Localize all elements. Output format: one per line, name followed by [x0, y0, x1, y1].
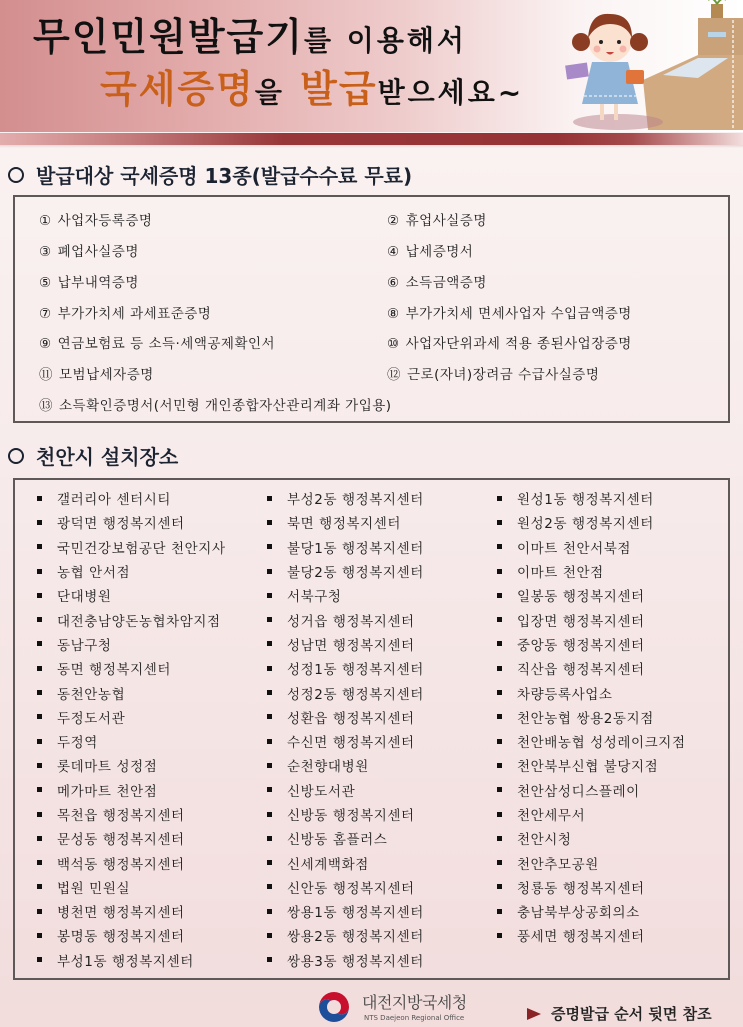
square-bullet-icon	[37, 569, 42, 574]
square-bullet-icon	[267, 641, 272, 646]
square-bullet-icon	[37, 933, 42, 938]
banner-line1-rest: 를 이용해서	[303, 24, 467, 57]
location-item: 신세계백화점	[267, 850, 424, 874]
location-item: 천안삼성디스플레이	[497, 778, 686, 802]
square-bullet-icon	[267, 690, 272, 695]
square-bullet-icon	[37, 496, 42, 501]
location-item: 성남면 행정복지센터	[267, 632, 424, 656]
triangle-arrow-icon	[527, 1008, 541, 1020]
location-item: 차량등록사업소	[497, 680, 686, 704]
location-item: 입장면 행정복지센터	[497, 607, 686, 631]
square-bullet-icon	[267, 763, 272, 768]
location-item: 두정역	[37, 729, 226, 753]
square-bullet-icon	[497, 933, 502, 938]
square-bullet-icon	[37, 787, 42, 792]
location-item: 국민건강보험공단 천안지사	[37, 535, 226, 559]
square-bullet-icon	[267, 860, 272, 865]
location-item: 순천향대병원	[267, 753, 424, 777]
square-bullet-icon	[267, 787, 272, 792]
square-bullet-icon	[37, 884, 42, 889]
location-item: 성정2동 행정복지센터	[267, 680, 424, 704]
square-bullet-icon	[37, 836, 42, 841]
location-item: 병천면 행정복지센터	[37, 899, 226, 923]
square-bullet-icon	[267, 714, 272, 719]
square-bullet-icon	[267, 739, 272, 744]
location-item: 동면 행정복지센터	[37, 656, 226, 680]
square-bullet-icon	[267, 496, 272, 501]
square-bullet-icon	[497, 544, 502, 549]
square-bullet-icon	[497, 690, 502, 695]
footer-org-name: 대전지방국세청	[362, 993, 467, 1012]
location-item: 북면 행정복지센터	[267, 510, 424, 534]
square-bullet-icon	[37, 593, 42, 598]
banner-particle: 을	[254, 76, 285, 109]
square-bullet-icon	[497, 739, 502, 744]
banner-kiosk-text: 무인민원발급기	[33, 15, 304, 59]
square-bullet-icon	[267, 836, 272, 841]
location-item: 쌍용2동 행정복지센터	[267, 923, 424, 947]
certificate-item: ⑥ 소득금액증명	[387, 275, 487, 291]
circle-bullet-icon	[8, 448, 24, 464]
square-bullet-icon	[37, 860, 42, 865]
location-item: 성환읍 행정복지센터	[267, 705, 424, 729]
square-bullet-icon	[267, 593, 272, 598]
square-bullet-icon	[37, 666, 42, 671]
banner-accent-issue: 발급	[300, 67, 378, 111]
square-bullet-icon	[37, 739, 42, 744]
square-bullet-icon	[267, 812, 272, 817]
header-divider-shadow	[0, 145, 743, 148]
location-item: 광덕면 행정복지센터	[37, 510, 226, 534]
location-item: 봉명동 행정복지센터	[37, 923, 226, 947]
locations-column-3	[497, 486, 686, 948]
locations-column-1	[37, 486, 226, 972]
location-item: 동천안농협	[37, 680, 226, 704]
location-item: 대전충남양돈농협차암지점	[37, 607, 226, 631]
location-item: 충남북부상공회의소	[497, 899, 686, 923]
location-item: 동남구청	[37, 632, 226, 656]
square-bullet-icon	[497, 909, 502, 914]
location-item: 신방동 홈플러스	[267, 826, 424, 850]
location-item: 신방도서관	[267, 778, 424, 802]
location-item: 천안시청	[497, 826, 686, 850]
square-bullet-icon	[37, 909, 42, 914]
location-item: 쌍용3동 행정복지센터	[267, 948, 424, 972]
certificates-heading	[8, 160, 412, 189]
location-item: 법원 민원실	[37, 875, 226, 899]
certificate-item: ③ 폐업사실증명	[39, 244, 139, 260]
square-bullet-icon	[497, 787, 502, 792]
square-bullet-icon	[497, 593, 502, 598]
location-item: 이마트 천안서북점	[497, 535, 686, 559]
location-item: 일봉동 행정복지센터	[497, 583, 686, 607]
location-item: 갤러리아 센터시티	[37, 486, 226, 510]
locations-column-2	[267, 486, 424, 972]
girl-at-kiosk-illustration	[548, 0, 743, 132]
certificate-item: ⑤ 납부내역증명	[39, 275, 139, 291]
location-item: 농협 안서점	[37, 559, 226, 583]
square-bullet-icon	[37, 714, 42, 719]
square-bullet-icon	[37, 641, 42, 646]
location-item: 두정도서관	[37, 705, 226, 729]
certificate-item: ④ 납세증명서	[387, 244, 474, 260]
square-bullet-icon	[497, 763, 502, 768]
locations-box	[13, 478, 730, 980]
footer-org-name-en: NTS Daejeon Regional Office	[364, 1014, 465, 1022]
location-item: 천안세무서	[497, 802, 686, 826]
location-item: 목천읍 행정복지센터	[37, 802, 226, 826]
certificate-item: ② 휴업사실증명	[387, 213, 487, 229]
square-bullet-icon	[267, 666, 272, 671]
certificates-heading-text: 발급대상 국세증명 13종(발급수수료 무료)	[36, 164, 413, 188]
location-item: 롯데마트 성정점	[37, 753, 226, 777]
square-bullet-icon	[37, 617, 42, 622]
square-bullet-icon	[37, 520, 42, 525]
location-item: 천안추모공원	[497, 850, 686, 874]
square-bullet-icon	[267, 933, 272, 938]
location-item: 서북구청	[267, 583, 424, 607]
location-item: 이마트 천안점	[497, 559, 686, 583]
location-item: 수신면 행정복지센터	[267, 729, 424, 753]
square-bullet-icon	[267, 520, 272, 525]
location-item: 쌍용1동 행정복지센터	[267, 899, 424, 923]
square-bullet-icon	[37, 812, 42, 817]
location-item: 풍세면 행정복지센터	[497, 923, 686, 947]
square-bullet-icon	[497, 641, 502, 646]
location-item: 단대병원	[37, 583, 226, 607]
location-item: 신안동 행정복지센터	[267, 875, 424, 899]
location-item: 성정1동 행정복지센터	[267, 656, 424, 680]
location-item: 직산읍 행정복지센터	[497, 656, 686, 680]
square-bullet-icon	[497, 812, 502, 817]
location-item: 천안배농협 성성레이크지점	[497, 729, 686, 753]
square-bullet-icon	[37, 544, 42, 549]
footer-note-text: 증명발급 순서 뒷면 참조	[551, 1005, 712, 1023]
certificate-item: ⑫ 근로(자녀)장려금 수급사실증명	[387, 367, 600, 383]
location-item: 신방동 행정복지센터	[267, 802, 424, 826]
square-bullet-icon	[267, 569, 272, 574]
square-bullet-icon	[497, 496, 502, 501]
locations-heading-text: 천안시 설치장소	[36, 445, 179, 469]
square-bullet-icon	[497, 617, 502, 622]
footer-note	[527, 1003, 712, 1024]
square-bullet-icon	[497, 714, 502, 719]
certificates-box	[13, 195, 730, 423]
banner-title-line1	[33, 6, 467, 61]
square-bullet-icon	[497, 884, 502, 889]
square-bullet-icon	[267, 617, 272, 622]
certificate-item: ① 사업자등록증명	[39, 213, 153, 229]
circle-bullet-icon	[8, 167, 24, 183]
square-bullet-icon	[267, 909, 272, 914]
certificate-item: ⑧ 부가가치세 면세사업자 수입금액증명	[387, 306, 632, 322]
location-item: 불당1동 행정복지센터	[267, 535, 424, 559]
square-bullet-icon	[267, 957, 272, 962]
location-item: 성거읍 행정복지센터	[267, 607, 424, 631]
location-item: 천안북부신협 불당지점	[497, 753, 686, 777]
banner-line2-rest: 받으세요~	[377, 76, 525, 109]
certificate-item: ⑨ 연금보험료 등 소득·세액공제확인서	[39, 336, 276, 352]
square-bullet-icon	[497, 520, 502, 525]
square-bullet-icon	[497, 666, 502, 671]
square-bullet-icon	[267, 884, 272, 889]
banner-title-line2	[100, 58, 524, 113]
location-item: 천안농협 쌍용2동지점	[497, 705, 686, 729]
header-divider-stripe	[0, 133, 743, 145]
location-item: 불당2동 행정복지센터	[267, 559, 424, 583]
square-bullet-icon	[497, 569, 502, 574]
square-bullet-icon	[497, 836, 502, 841]
square-bullet-icon	[37, 690, 42, 695]
location-item: 부성2동 행정복지센터	[267, 486, 424, 510]
taegeuk-logo-icon	[316, 989, 352, 1025]
square-bullet-icon	[37, 957, 42, 962]
location-item: 백석동 행정복지센터	[37, 850, 226, 874]
location-item: 문성동 행정복지센터	[37, 826, 226, 850]
certificate-item: ⑬ 소득확인증명서(서민형 개인종합자산관리계좌 가입용)	[39, 398, 392, 414]
banner-accent-tax-cert: 국세증명	[100, 67, 255, 111]
location-item: 중앙동 행정복지센터	[497, 632, 686, 656]
location-item: 부성1동 행정복지센터	[37, 948, 226, 972]
location-item: 원성2동 행정복지센터	[497, 510, 686, 534]
locations-heading	[8, 441, 178, 470]
square-bullet-icon	[37, 763, 42, 768]
certificate-item: ⑩ 사업자단위과세 적용 종된사업장증명	[387, 336, 632, 352]
certificate-item: ⑦ 부가가치세 과세표준증명	[39, 306, 212, 322]
location-item: 메가마트 천안점	[37, 778, 226, 802]
certificate-item: ⑪ 모범납세자증명	[39, 367, 154, 383]
header-banner	[0, 0, 743, 132]
location-item: 원성1동 행정복지센터	[497, 486, 686, 510]
square-bullet-icon	[497, 860, 502, 865]
square-bullet-icon	[267, 544, 272, 549]
location-item: 청룡동 행정복지센터	[497, 875, 686, 899]
